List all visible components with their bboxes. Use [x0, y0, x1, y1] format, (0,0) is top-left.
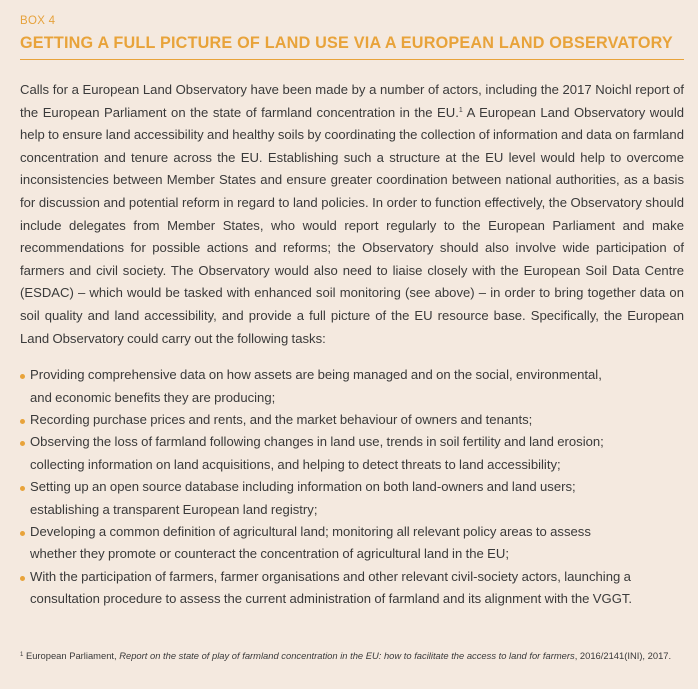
task-item [20, 521, 684, 566]
footnote-report-title: Report on the state of play of farmland concentration in the EU: how to facilitate the access to land for farmers [119, 650, 575, 661]
box-label: BOX 4 [20, 15, 56, 27]
bullet-dot-icon [20, 419, 25, 424]
bullet-dot-icon [20, 531, 25, 536]
footnote-prefix: European Parliament, [23, 650, 120, 661]
task-line: Setting up an open source database including information on both land-owners and land users; [30, 479, 576, 495]
footnote [20, 650, 671, 662]
task-item [20, 431, 684, 476]
task-line: Providing comprehensive data on how assets are being managed and on the social, environmental, [30, 367, 602, 383]
task-line: collecting information on land acquisitions, and helping to detect threats to land accessibility; [30, 456, 561, 472]
intro-paragraph [20, 79, 684, 350]
task-list [20, 364, 684, 610]
bullet-dot-icon [20, 441, 25, 446]
task-line: and economic benefits they are producing; [30, 389, 276, 405]
title-divider [20, 59, 684, 60]
task-line: Observing the loss of farmland following changes in land use, trends in soil fertility and land erosion; [30, 434, 604, 450]
intro-text-part2: A European Land Observatory would help to ensure land accessibility and healthy soils by coordinating the collection of information and data on farmland concentration and tenure across the EU. Establishing such a structure at the EU level would help to overcome inconsistencies between Member States and ensure greater coordination between national authorities, as a basis for discussion and potential reform in regard to land policies. In order to function effectively, the Observatory should include delegates from Member States, who would report regularly to the European Parliament and make recommendations for possible actions and reforms; the Observatory should also involve wide participation of farmers and civil society. The Observatory would also need to liaise closely with the European Soil Data Centre (ESDAC) – which would be tasked with enhanced soil monitoring (see above) – in order to bring together data on soil quality and land accessibility, and provide a full picture of the EU resource base. Specifically, the European Land Observatory could carry out the following tasks: [20, 104, 685, 346]
bullet-dot-icon [20, 576, 25, 581]
task-item [20, 476, 684, 521]
task-line: Developing a common definition of agricultural land; monitoring all relevant policy areas to assess [30, 523, 591, 539]
footnote-suffix: , 2016/2141(INI), 2017. [574, 650, 672, 661]
footnote-marker: 1 [20, 652, 24, 658]
task-line: establishing a transparent European land registry; [30, 501, 318, 517]
task-line: With the participation of farmers, farmer organisations and other relevant civil-society actors, launching a [30, 568, 631, 584]
task-item [20, 409, 684, 431]
footnote-reference: 1 [458, 106, 463, 114]
bullet-dot-icon [20, 374, 25, 379]
task-line: Recording purchase prices and rents, and the market behaviour of owners and tenants; [30, 411, 533, 427]
bullet-dot-icon [20, 486, 25, 491]
box-title: GETTING A FULL PICTURE OF LAND USE VIA A EUROPEAN LAND OBSERVATORY [20, 34, 673, 52]
intro-text-part1: Calls for a European Land Observatory have been made by a number of actors, including the 2017 Noichl report of the European Parliament on the state of farmland concentration in the EU. [20, 82, 684, 120]
task-item [20, 566, 684, 611]
task-line: consultation procedure to assess the current administration of farmland and its alignment with the VGGT. [30, 591, 633, 607]
task-item [20, 364, 684, 409]
task-line: whether they promote or counteract the concentration of agricultural land in the EU; [30, 546, 509, 562]
